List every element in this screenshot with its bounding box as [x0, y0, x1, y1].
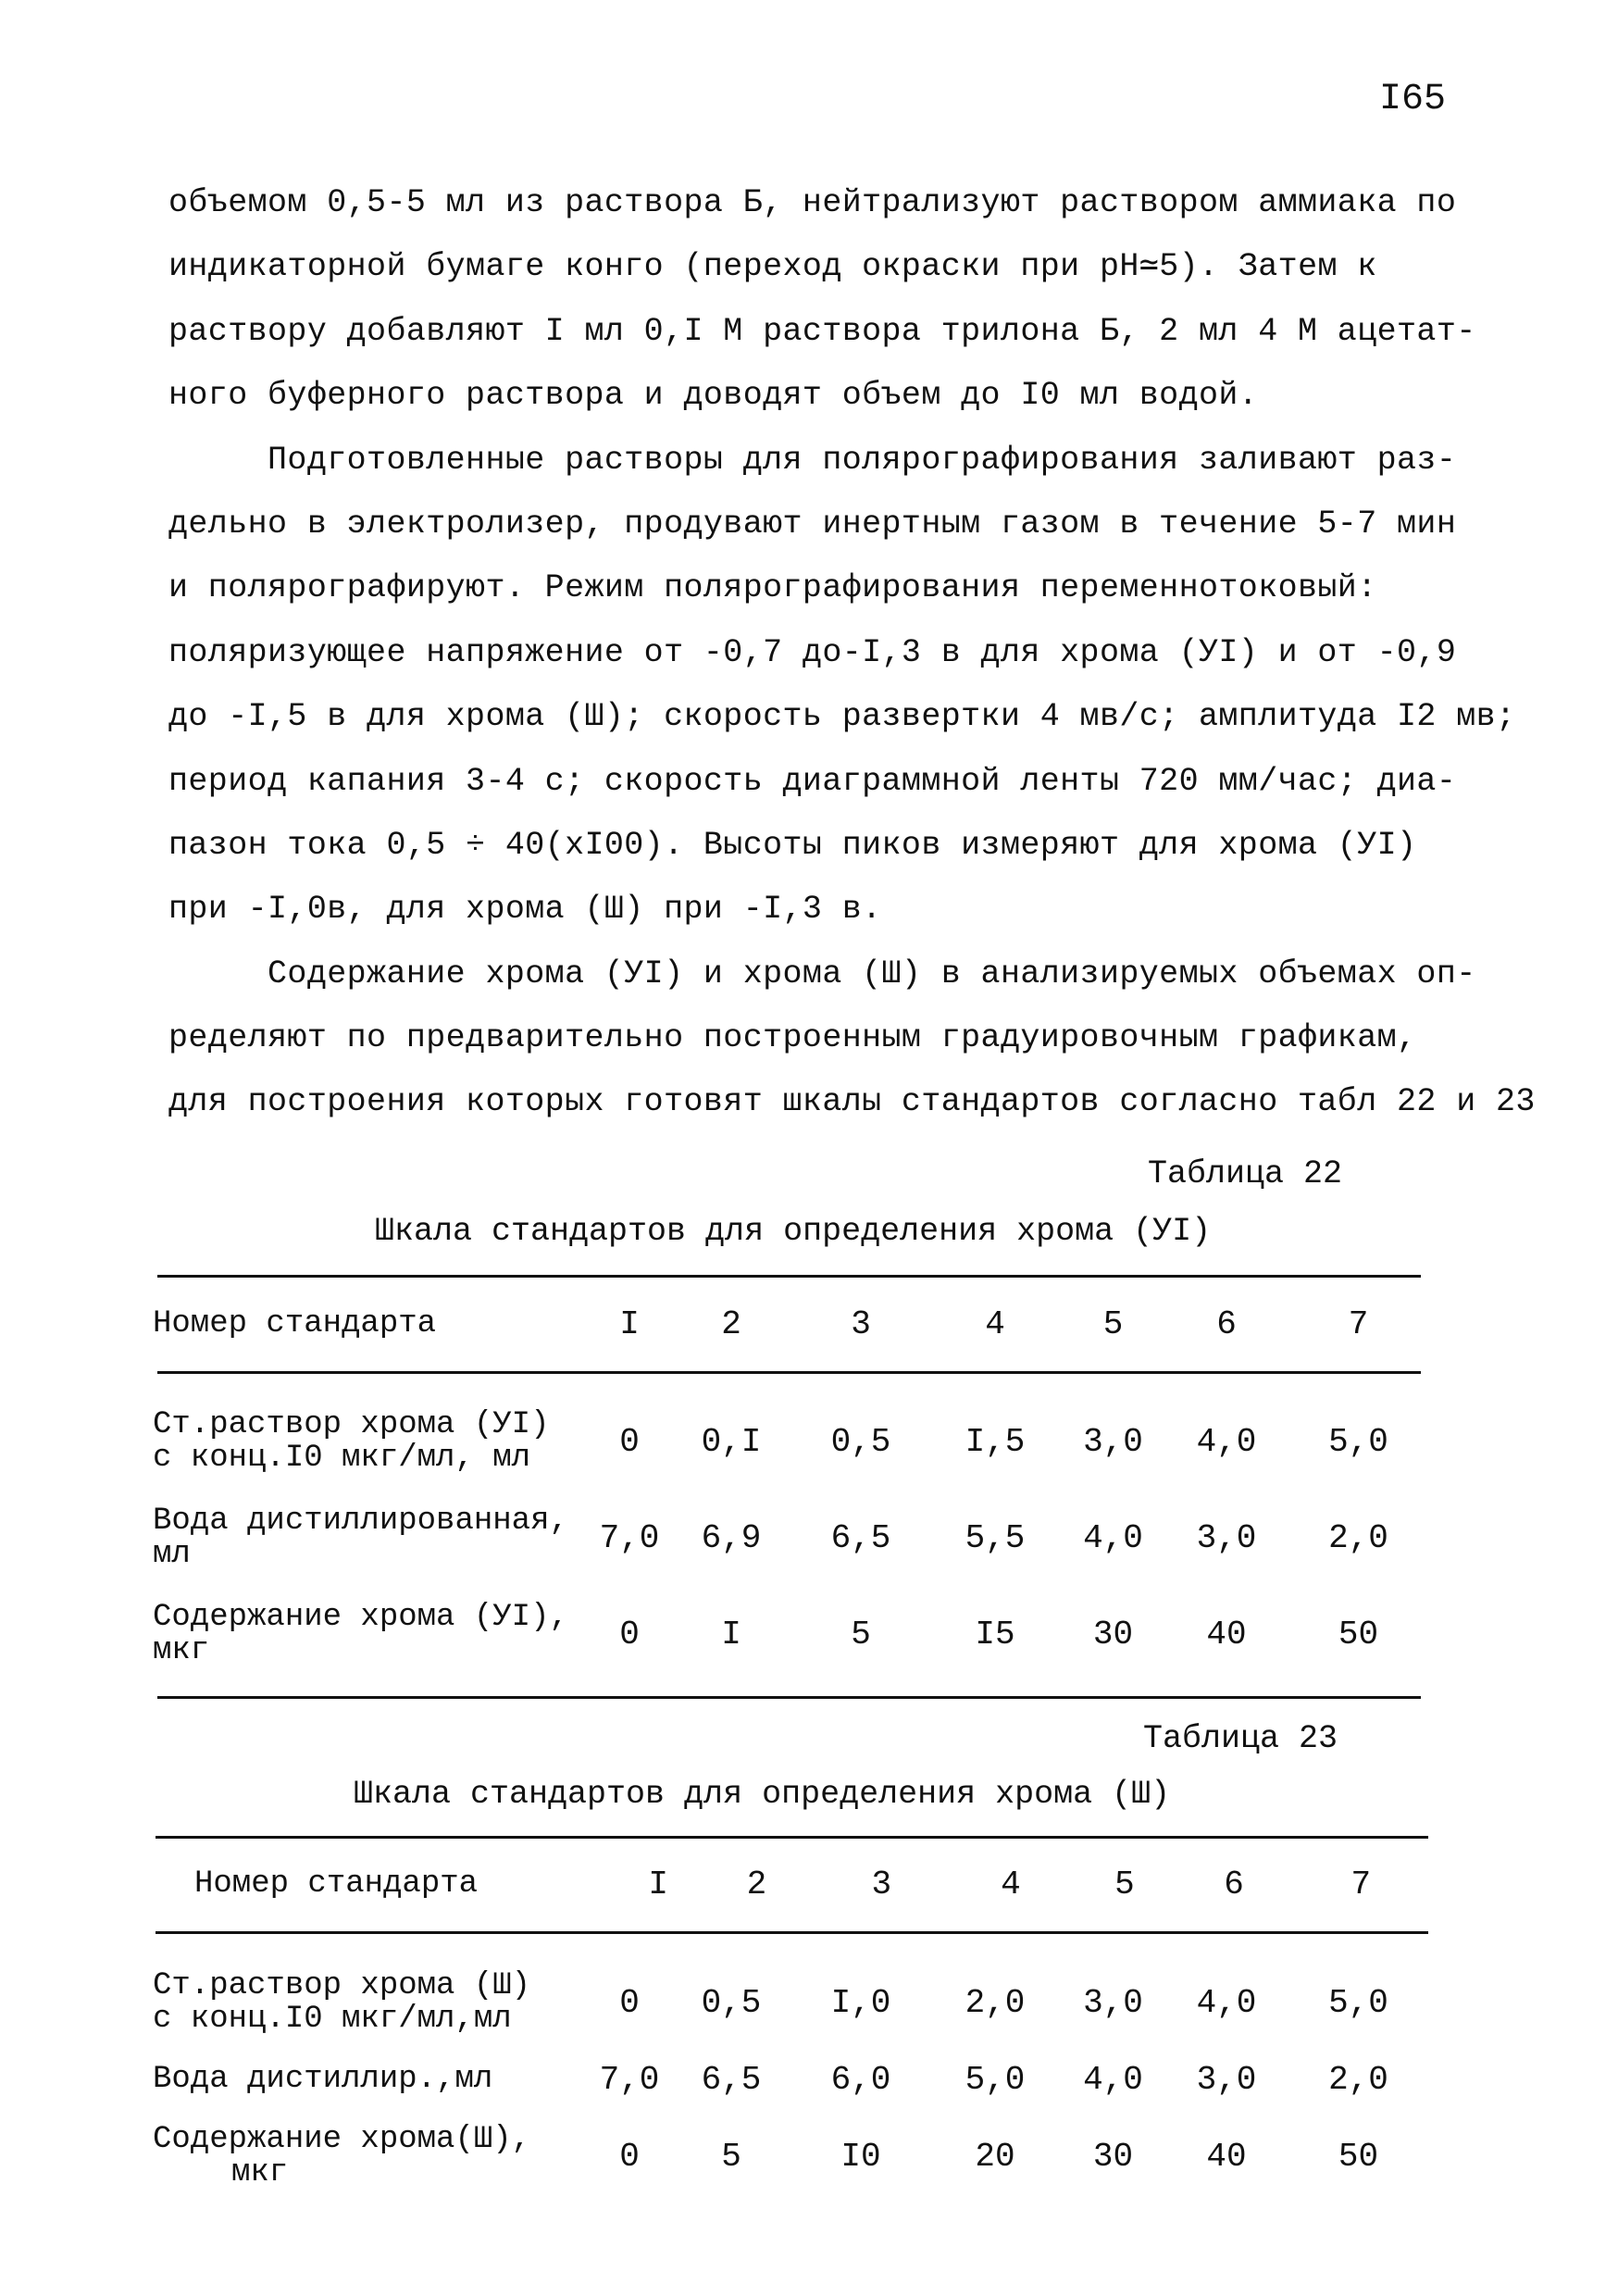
cell: 3,0 [1196, 2060, 1257, 2099]
table-22-title: Шкала стандартов для определения хрома (УI) [375, 1213, 1212, 1250]
row-label-line: Вода дистиллированная, [153, 1504, 568, 1539]
row-label-line: Содержание хрома (УI), [153, 1600, 568, 1635]
table-23-header-rule [156, 1931, 1428, 1934]
cell: I,5 [965, 1422, 1026, 1461]
cell: 5 [851, 1615, 871, 1653]
cell: 6,5 [830, 1518, 891, 1557]
cell: 2,0 [965, 1983, 1026, 2022]
cell: 3,0 [1083, 1422, 1143, 1461]
cell: I0 [840, 2137, 881, 2176]
column-header: 4 [985, 1304, 1005, 1343]
text-line: при -I,0в, для хрома (Ш) при -I,3 в. [168, 891, 882, 929]
row-label-line: Ст.раствор хрома (Ш) [153, 1968, 531, 2003]
table-row [153, 2112, 1430, 2201]
cell: 2,0 [1328, 2060, 1388, 2099]
row-label-line: с конц.I0 мкг/мл,мл [153, 2002, 512, 2037]
cell: 6,5 [701, 2060, 762, 2099]
table-22-label: Таблица 22 [1148, 1155, 1343, 1192]
table-row [153, 2047, 1430, 2112]
cell: 4,0 [1196, 1983, 1257, 2022]
cell: 5,0 [1328, 1422, 1388, 1461]
row-label [153, 1958, 588, 2047]
row-label-line: Вода дистиллир.,мл [153, 2062, 493, 2097]
cell: I [721, 1615, 741, 1653]
row-label-line: мл [153, 1537, 191, 1572]
cell: 3,0 [1196, 1518, 1257, 1557]
column-header: 5 [1114, 1865, 1135, 1903]
row-label-line: мкг [153, 1633, 210, 1668]
page-number: I65 [1379, 79, 1447, 120]
column-header: 7 [1348, 1304, 1369, 1343]
text-line: до -I,5 в для хрома (Ш); скорость развертки 4 мв/с; амплитуда I2 мв; [168, 698, 1516, 736]
text-line: Содержание хрома (УI) и хрома (Ш) в анализируемых объемах оп- [168, 955, 1476, 992]
text-line: индикаторной бумаге конго (переход окраски при pH≃5). Затем к [168, 248, 1377, 286]
column-header: 7 [1350, 1865, 1372, 1903]
column-header: 4 [1001, 1865, 1021, 1903]
table-row [153, 1490, 1430, 1586]
table-row [153, 1958, 1430, 2047]
text-line: поляризующее напряжение от -0,7 до-I,3 в для хрома (УI) и от -0,9 [168, 633, 1457, 671]
text-line: ределяют по предварительно построенным градуировочным графикам, [168, 1019, 1417, 1057]
cell: 0 [619, 1422, 640, 1461]
cell: 7,0 [599, 2060, 660, 2099]
table-23-body [153, 1958, 1430, 2201]
column-header: 3 [851, 1304, 871, 1343]
cell: 4,0 [1083, 1518, 1143, 1557]
table-22 [153, 1278, 1430, 1370]
cell: 5,0 [1328, 1983, 1388, 2022]
text-line: и полярографируют. Режим полярографирования переменнотоковый: [168, 569, 1377, 607]
cell: 20 [975, 2137, 1015, 2176]
cell: 50 [1338, 2137, 1379, 2176]
header-label: Номер стандарта [153, 1306, 437, 1341]
cell: 6,9 [701, 1518, 762, 1557]
cell: 5 [721, 2137, 741, 2176]
text-line: для построения которых готовят шкалы стандартов согласно табл 22 и 23 [168, 1083, 1536, 1121]
text-line: дельно в электролизер, продувают инертным газом в течение 5-7 мин [168, 505, 1457, 543]
row-label [153, 2112, 588, 2201]
row-label [153, 2047, 588, 2112]
row-label-line: мкг [231, 2155, 289, 2190]
cell: 0 [619, 1615, 640, 1653]
row-label-line: Содержание хрома(Ш), [153, 2122, 531, 2157]
cell: 50 [1338, 1615, 1379, 1653]
table-22-body [153, 1393, 1430, 1682]
row-label [153, 1490, 588, 1586]
column-header: 2 [746, 1865, 767, 1903]
table-22-header-rule [157, 1371, 1421, 1374]
header-label: Номер стандарта [194, 1866, 479, 1902]
column-header: 2 [721, 1304, 741, 1343]
cell: 40 [1206, 1615, 1247, 1653]
cell: 5,5 [965, 1518, 1026, 1557]
text-line: период капания 3-4 с; скорость диаграммной ленты 720 мм/час; диа- [168, 762, 1457, 800]
table-row [153, 1586, 1430, 1682]
body-text [168, 171, 1536, 1135]
column-header: 5 [1102, 1304, 1124, 1343]
cell: 0,I [701, 1422, 762, 1461]
column-header: 3 [871, 1865, 892, 1903]
row-label-line: Ст.раствор хрома (УI) [153, 1407, 550, 1442]
cell: 0,5 [701, 1983, 762, 2022]
text-line: раствору добавляют I мл 0,I M раствора трилона Б, 2 мл 4 M ацетат- [168, 312, 1476, 350]
table-row [153, 1393, 1430, 1490]
cell: 0 [619, 1983, 640, 2022]
text-line: ного буферного раствора и доводят объем до I0 мл водой. [168, 377, 1259, 415]
column-header: 6 [1216, 1304, 1237, 1343]
cell: 2,0 [1328, 1518, 1388, 1557]
column-header: I [648, 1865, 668, 1903]
cell: 30 [1092, 1615, 1134, 1653]
cell: 4,0 [1083, 2060, 1143, 2099]
table-22-bottom-rule [157, 1696, 1421, 1699]
cell: I,0 [830, 1983, 891, 2022]
table-23-label: Таблица 23 [1143, 1720, 1338, 1757]
cell: 0,5 [830, 1422, 891, 1461]
cell: 4,0 [1196, 1422, 1257, 1461]
text-line: объемом 0,5-5 мл из раствора Б, нейтрализуют раствором аммиака по [168, 184, 1457, 221]
table-header-row [153, 1278, 1430, 1370]
cell: 40 [1206, 2137, 1247, 2176]
column-header: I [619, 1304, 640, 1343]
cell: 3,0 [1083, 1983, 1143, 2022]
cell: 7,0 [599, 1518, 660, 1557]
column-header: 6 [1224, 1865, 1244, 1903]
cell: 30 [1092, 2137, 1134, 2176]
text-line: Подготовленные растворы для полярографирования заливают раз- [168, 441, 1457, 479]
cell: 0 [619, 2137, 640, 2176]
table-23-title: Шкала стандартов для определения хрома (Ш) [354, 1776, 1171, 1813]
cell: 6,0 [830, 2060, 891, 2099]
table-23 [153, 1838, 1430, 1930]
cell: I5 [975, 1615, 1015, 1653]
row-label [153, 1393, 588, 1490]
table-header-row [153, 1838, 1430, 1930]
text-line: пазон тока 0,5 ÷ 40(xI00). Высоты пиков измеряют для хрома (УI) [168, 826, 1417, 864]
row-label [153, 1586, 588, 1682]
row-label-line: с конц.I0 мкг/мл, мл [153, 1441, 531, 1476]
cell: 5,0 [965, 2060, 1026, 2099]
